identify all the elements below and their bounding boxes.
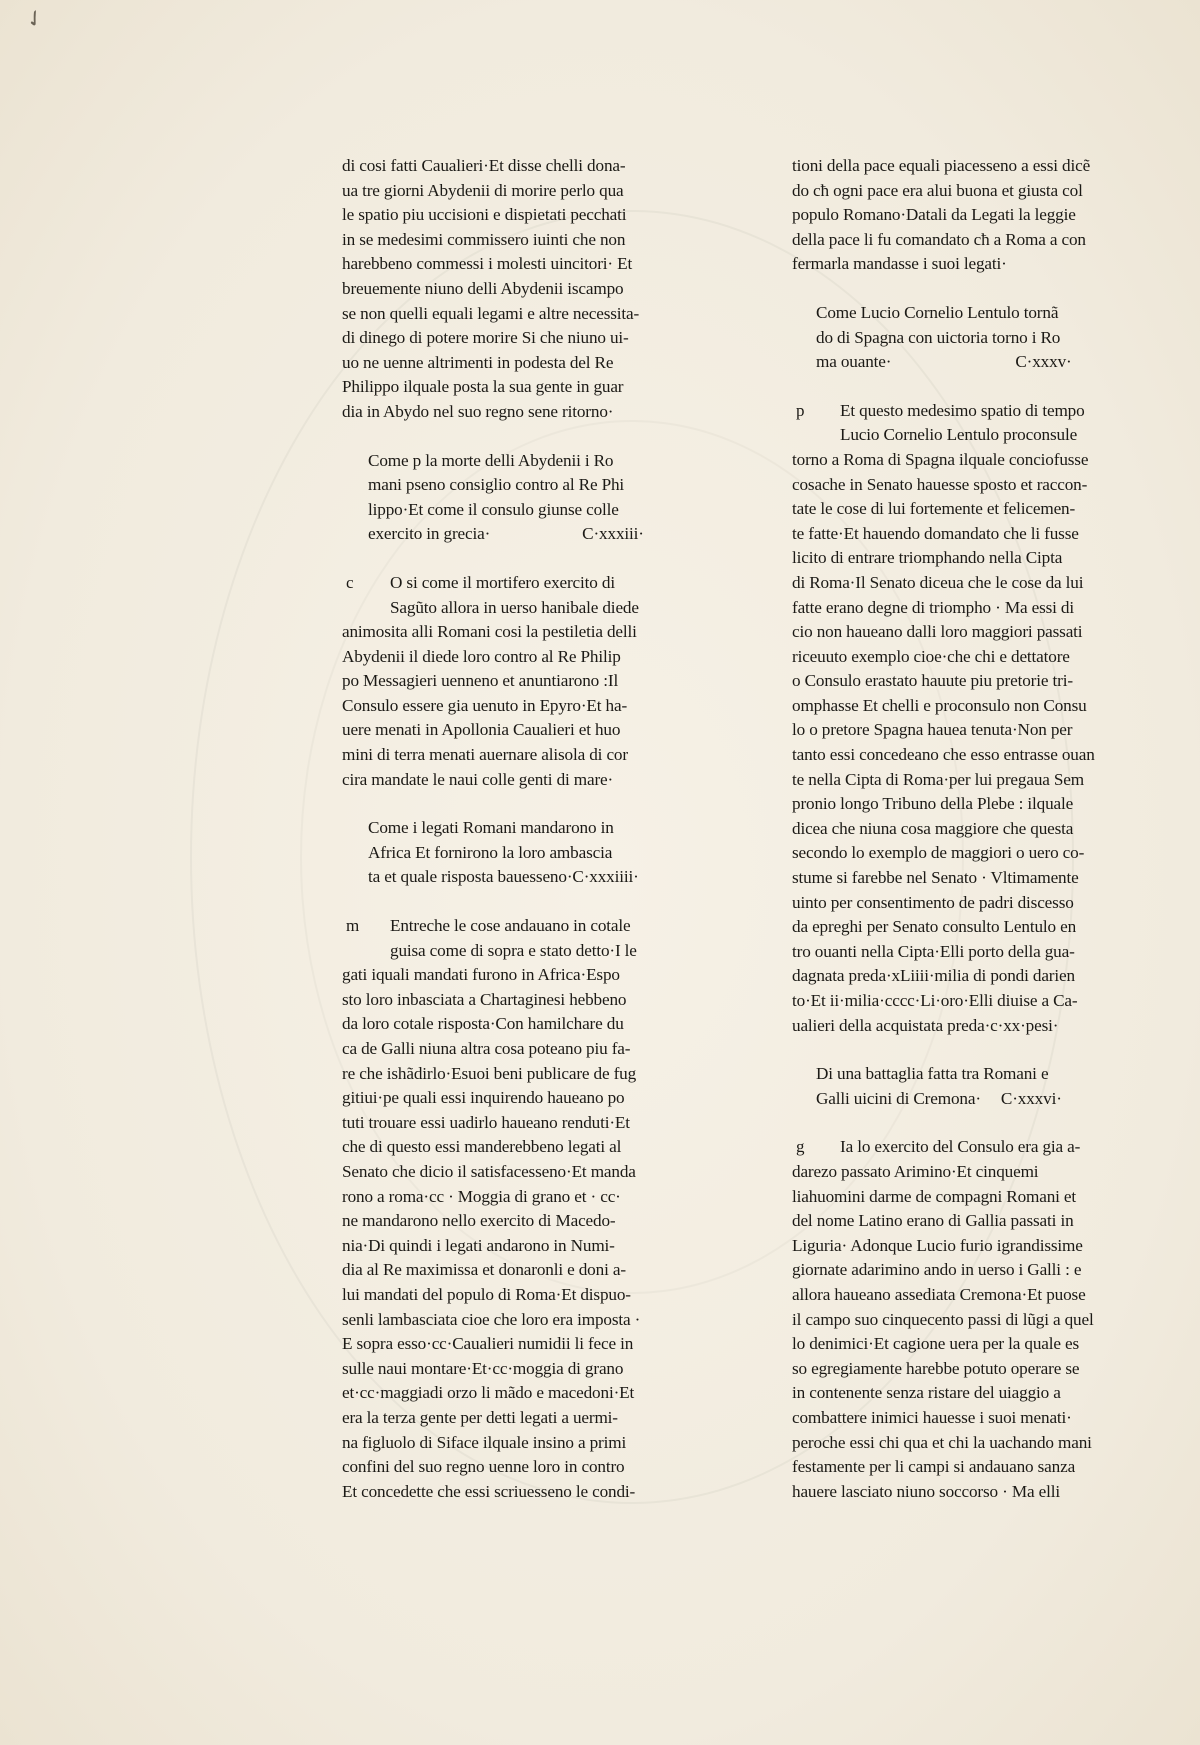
chapter-heading: [792, 301, 1152, 375]
text-line: Consulo essere gia uenuto in Epyro·Et ha-: [342, 695, 628, 715]
text-line: festamente per li campi si andauano sanza: [792, 1457, 1076, 1477]
text-line: lo o pretore Spagna hauea tenuta·Non per: [792, 720, 1073, 740]
text-line: il campo suo cinquecento passi di lũgi a quel: [792, 1309, 1094, 1329]
text-line: di dinego di potere morire Si che niuno ui-: [342, 328, 629, 348]
heading-line: do di Spagna con uictoria torno i Ro: [816, 327, 1061, 347]
text-line: che di questo essi manderebbeno legati al: [342, 1137, 622, 1157]
text-line: dia in Abydo nel suo regno sene ritorno·: [342, 401, 614, 421]
text-line: [342, 914, 702, 939]
text-line: ua tre giorni Abydenii di morire perlo qua: [342, 180, 624, 200]
text-line: ualieri della acquistata preda·c·xx·pesi·: [792, 1015, 1059, 1035]
text-line: darezo passato Arimino·Et cinquemi: [792, 1161, 1039, 1181]
heading-line: lippo·Et come il consulo giunse colle: [368, 499, 619, 519]
text-line: Abydenii il diede loro contro al Re Philip: [342, 646, 621, 666]
heading-line: Come p la morte delli Abydenii i Ro: [368, 450, 614, 470]
text-line: uinto per consentimento de padri discesso: [792, 892, 1074, 912]
text-line: secondo lo exemplo de maggiori o uero co-: [792, 843, 1085, 863]
text-line: liahuomini darme de compagni Romani et: [792, 1186, 1077, 1206]
text-line: po Messagieri uenneno et anuntiarono :Il: [342, 671, 619, 691]
paragraph: [342, 571, 702, 792]
text-line: et·cc·maggiadi orzo li mãdo e macedoni·Et: [342, 1383, 635, 1403]
text-line: omphasse Et chelli e proconsulo non Consu: [792, 695, 1087, 715]
text-line: stume si farebbe nel Senato · Vltimamente: [792, 868, 1079, 888]
heading-line: ta et quale risposta bauesseno·C·xxxiiii·: [368, 867, 639, 887]
text-line: [792, 399, 1152, 424]
text-line: ca de Galli niuna altra cosa poteano piu fa-: [342, 1039, 631, 1058]
chapter-number: C·xxxiii·: [582, 524, 644, 544]
text-line: di Roma·Il Senato diceua che le cose da lui: [792, 572, 1084, 592]
chapter-heading: [792, 1062, 1152, 1111]
text-line: do cħ ogni pace era alui buona et giusta col: [792, 180, 1083, 200]
text-line: torno a Roma di Spagna ilquale conciofusse: [792, 449, 1089, 469]
heading-line: Di una battaglia fatta tra Romani e: [816, 1064, 1049, 1084]
text-line: E sopra esso·cc·Caualieri numidii li fece in: [342, 1334, 634, 1354]
first-line-text: Ia lo exercito del Consulo era gia a-: [840, 1137, 1081, 1157]
text-line: tro ouanti nella Cipta·Elli porto della gua-: [792, 941, 1075, 961]
left-column: [342, 154, 702, 1504]
heading-text: exercito in grecia·: [368, 524, 491, 544]
paragraph: [792, 154, 1152, 277]
text-line: rono a roma·cc · Moggia di grano et · cc·: [342, 1186, 621, 1206]
chapter-heading: [342, 816, 702, 890]
paragraph: [342, 914, 702, 1504]
text-line: so egregiamente harebbe potuto operare se: [792, 1358, 1080, 1378]
heading-line: Come Lucio Cornelio Lentulo tornã: [816, 302, 1059, 322]
text-line: Senato che dicio il satisfacesseno·Et manda: [342, 1161, 636, 1181]
text-line: Liguria· Adonque Lucio furio igrandissime: [792, 1235, 1083, 1255]
text-line: cira mandate le naui colle genti di mare·: [342, 769, 614, 789]
text-line: cosache in Senato hauesse sposto et raccon-: [792, 474, 1088, 494]
text-line: to·Et ii·milia·cccc·Li·oro·Elli diuise a Ca-: [792, 991, 1078, 1010]
text-line: tuti trouare essi uadirlo haueano renduti·Et: [342, 1112, 630, 1132]
paragraph: [342, 154, 702, 425]
right-column: [792, 154, 1152, 1504]
text-line: dagnata preda·xLiiii·milia di pondi darien: [792, 966, 1075, 986]
text-line: Lucio Cornelio Lentulo proconsule: [840, 425, 1078, 445]
heading-line: Come i legati Romani mandarono in: [368, 818, 614, 838]
text-line: mini di terra menati auernare alisola di cor: [342, 745, 628, 765]
text-line: nia·Di quindi i legati andarono in Numi-: [342, 1235, 615, 1255]
first-line-text: O si come il mortifero exercito di: [390, 572, 615, 592]
text-line: tioni della pace equali piacesseno a essi dicẽ: [792, 156, 1091, 175]
text-line: pronio longo Tribuno della Plebe : ilquale: [792, 794, 1074, 814]
text-line: o Consulo erastato hauute piu pretorie tri-: [792, 671, 1073, 691]
text-line: le spatio piu uccisioni e dispietati pecchati: [342, 205, 627, 225]
text-line: dia al Re maximissa et donaronli e doni a-: [342, 1260, 626, 1280]
chapter-heading: [342, 449, 702, 547]
chapter-number: C·xxxvi·: [1000, 1088, 1062, 1108]
guide-letter: c: [346, 572, 354, 592]
text-line: peroche essi chi qua et chi la uachando mani: [792, 1432, 1092, 1452]
text-line: in contenente senza ristare del uiaggio a: [792, 1383, 1061, 1403]
text-line: del nome Latino erano di Gallia passati in: [792, 1211, 1074, 1231]
text-line: giornate adarimino ando in uerso i Galli : e: [792, 1260, 1082, 1280]
text-line: re che ishãdirlo·Esuoi beni publicare de fug: [342, 1063, 637, 1083]
paragraph: [792, 1135, 1152, 1504]
text-line: breuemente niuno delli Abydenii iscampo: [342, 278, 624, 298]
text-line: lui mandati del populo di Roma·Et dispuo-: [342, 1284, 631, 1304]
text-line: fermarla mandasse i suoi legati·: [792, 254, 1007, 274]
first-line-text: Entreche le cose andauano in cotale: [390, 916, 631, 936]
paragraph: [792, 399, 1152, 1038]
text-line: se non quelli equali legami e altre necessita-: [342, 303, 640, 323]
text-line: Et concedette che essi scriuesseno le condi-: [342, 1481, 636, 1501]
text-line: allora haueano assediata Cremona·Et puose: [792, 1284, 1086, 1304]
heading-line: mani pseno consiglio contro al Re Phi: [368, 475, 625, 495]
heading-line: [342, 522, 702, 547]
text-line: uo ne uenne altrimenti in podesta del Re: [342, 352, 614, 372]
text-line: guisa come di sopra e stato detto·I le: [390, 940, 637, 960]
text-line: tate le cose di lui fortemente et felicemen-: [792, 499, 1076, 519]
text-line: riceuuto exemplo cioe·che chi e dettatore: [792, 646, 1070, 666]
text-line: gitiui·pe quali essi inquirendo haueano po: [342, 1088, 625, 1108]
heading-text: Galli uicini di Cremona·: [816, 1088, 981, 1108]
heading-line: [792, 350, 1152, 375]
text-line: animosita alli Romani cosi la pestiletia delli: [342, 622, 637, 642]
text-line: confini del suo regno uenne loro in contro: [342, 1457, 625, 1477]
guide-letter: p: [796, 400, 805, 420]
guide-letter: g: [796, 1137, 805, 1157]
text-line: na figluolo di Siface ilquale insino a primi: [342, 1432, 627, 1452]
heading-line: Africa Et fornirono la loro ambascia: [368, 842, 613, 862]
text-line: fatte erano degne di triompho · Ma essi di: [792, 597, 1074, 617]
text-line: della pace li fu comandato cħ a Roma a con: [792, 229, 1086, 249]
text-line: Sagũto allora in uerso hanibale diede: [390, 597, 639, 617]
text-line: combattere inimici hauesse i suoi menati·: [792, 1407, 1072, 1427]
text-line: da epreghi per Senato consulto Lentulo en: [792, 917, 1077, 937]
text-line: [792, 1135, 1152, 1160]
heading-text: ma ouante·: [816, 352, 892, 372]
text-line: senli lambasciata cioe che loro era imposta ·: [342, 1309, 641, 1329]
text-line: te fatte·Et hauendo domandato che li fusse: [792, 523, 1079, 543]
text-line: populo Romano·Datali da Legati la leggie: [792, 205, 1076, 225]
text-line: cio non haueano dalli loro maggiori passati: [792, 622, 1083, 642]
text-line: in se medesimi commissero iuinti che non: [342, 229, 626, 249]
text-line: Philippo ilquale posta la sua gente in guar: [342, 377, 624, 397]
corner-mark-icon: ✓: [20, 3, 50, 35]
first-line-text: Et questo medesimo spatio di tempo: [840, 400, 1085, 420]
text-line: ne mandarono nello exercito di Macedo-: [342, 1211, 616, 1231]
text-line: lo denimici·Et cagione uera per la quale es: [792, 1334, 1080, 1354]
chapter-number: C·xxxv·: [1015, 352, 1072, 372]
text-line: dicea che niuna cosa maggiore che questa: [792, 818, 1074, 838]
heading-line: [792, 1087, 1152, 1112]
text-line: sto loro inbasciata a Chartaginesi hebbeno: [342, 989, 627, 1009]
text-line: di cosi fatti Caualieri·Et disse chelli dona-: [342, 156, 626, 175]
text-line: harebbeno commessi i molesti uincitori· Et: [342, 254, 633, 274]
guide-letter: m: [346, 916, 360, 936]
text-line: hauere lasciato niuno soccorso · Ma elli: [792, 1481, 1060, 1501]
text-line: tanto essi concedeano che esso entrasse ouan: [792, 745, 1095, 765]
text-line: uere menati in Apollonia Caualieri et huo: [342, 720, 621, 740]
text-line: licito di entrare triomphando nella Cipta: [792, 548, 1063, 568]
text-line: [342, 571, 702, 596]
text-line: gati iquali mandati furono in Africa·Espo: [342, 965, 620, 985]
text-line: te nella Cipta di Roma·per lui pregaua Sem: [792, 769, 1085, 789]
text-line: da loro cotale risposta·Con hamilchare du: [342, 1014, 624, 1034]
text-line: era la terza gente per detti legati a uermi-: [342, 1407, 618, 1427]
text-line: sulle naui montare·Et·cc·moggia di grano: [342, 1358, 624, 1378]
